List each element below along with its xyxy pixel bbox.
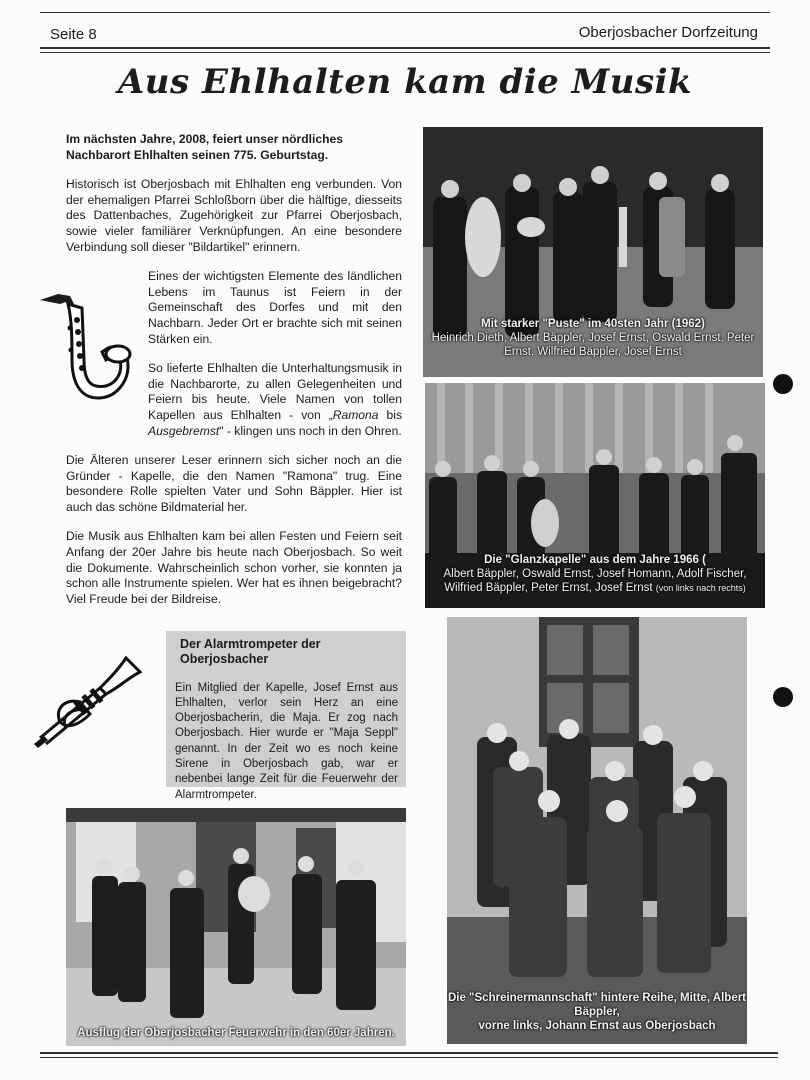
box-text: Ein Mitglied der Kapelle, Josef Ernst aus Ehlhalten, verlor sein Herz an eine Oberjosbacherin, die Maja. Er zog nach Oberjosbach. Hier wurde er "Maja Seppl" genannt. In der Zeit wo es noch keine Sirene in Oberjosbach gab, war er nebenbei lange Zeit für die Feuerwehr der Alarmtrompeter. xyxy=(175,681,398,801)
saxophone-icon xyxy=(36,290,136,405)
top-rule xyxy=(40,12,770,13)
box-title: Der Alarmtrompeter der Oberjosbacher xyxy=(180,637,321,667)
article-paragraph: Die Musik aus Ehlhalten kam bei allen Festen und Feiern seit Anfang der 20er Jahre bis heute nach Oberjosbach. So weit die Dokumente. Wahrscheinlich schon vorher, sie konnten ja schon alle Instrumente spielen. Wer hat es ihnen beigebracht? Viel Freude bei der Bildreise. xyxy=(66,529,402,606)
photo-caption: Mit starker "Puste" im 40sten Jahr (1962) Heinrich Dieth, Albert Bäppler, Josef Ernst, Oswald Ernst, Peter Ernst, Wilfried Bäppler, Josef Ernst xyxy=(431,318,755,358)
binder-hole xyxy=(773,687,793,707)
photo-band-1962 xyxy=(423,127,763,377)
photo-caption: Die "Glanzkapelle" aus dem Jahre 1966 ( Albert Bäppler, Oswald Ernst, Josef Homann, Adolf Fischer, Wilfried Bäppler, Peter Ernst, Josef Ernst (von links nach rechts) xyxy=(443,554,747,594)
article-lead: Im nächsten Jahre, 2008, feiert unser nördliches Nachbarort Ehlhalten seinen 775. Geburtstag. xyxy=(66,132,343,162)
header-rule-thin xyxy=(40,52,770,53)
photo-caption: Ausflug der Oberjosbacher Feuerwehr in den 60er Jahren. xyxy=(77,1027,395,1039)
band-name: Ausgebremst xyxy=(148,423,220,438)
article-paragraph: Eines der wichtigsten Elemente des ländlichen Lebens im Taunus ist Feiern in der Gemeinschaft des Dorfes und mit den Nachbarn. Jeder Ort er brachte sich mit seinen Stärken ein. xyxy=(148,269,402,346)
page-number: Seite 8 xyxy=(50,26,97,43)
trumpet-icon xyxy=(30,648,148,756)
article-paragraph: Historisch ist Oberjosbach mit Ehlhalten eng verbunden. Von der ehemaligen Pfarrei Schloßborn über die hälftige, diesseits des Dattenbaches, Zugehörigkeit zur Pfarrei Oberjosbach, sowie vieler familiärer Verknüpfungen. An eine besondere Verbindung soll dieser "Bildartikel" erinnern. xyxy=(66,177,402,254)
publication-name: Oberjosbacher Dorfzeitung xyxy=(578,24,758,41)
photo-scene xyxy=(447,617,747,1044)
header-rule xyxy=(40,47,770,49)
photo-fire-brigade-trip xyxy=(66,808,406,1046)
photo-band-1966 xyxy=(425,383,765,608)
footer-rule xyxy=(40,1052,778,1054)
article-paragraph: So lieferte Ehlhalten die Unterhaltungsmusik in die Nachbarorte, zu allen Gelegenheiten und Feiern bis heute. Viele Namen von tollen Kapellen aus Ehlhalten - von „Ramona bis Ausgebremst" - klingen uns noch in den Ohren. xyxy=(148,361,402,438)
binder-hole xyxy=(773,374,793,394)
photo-scene xyxy=(66,808,406,1046)
alarm-trumpeter-box xyxy=(166,631,406,801)
photo-caption: Die "Schreinermannschaft" hintere Reihe, Mitte, Albert Bäppler, vorne links, Johann Ernst aus Oberjosbach xyxy=(447,992,747,1032)
footer-rule-thin xyxy=(40,1057,778,1058)
article-title: Aus Ehlhalten kam die Musik xyxy=(117,62,693,102)
article-paragraph: Die Älteren unserer Leser erinnern sich sicher noch an die Gründer - Kapelle, die den Namen "Ramona" trug. Eine besondere Rolle spielten Vater und Sohn Bäppler. Hier ist auch das schöne Bildmaterial her. xyxy=(66,453,402,514)
photo-carpenter-team xyxy=(447,617,747,1044)
band-name: Ramona xyxy=(332,407,379,422)
